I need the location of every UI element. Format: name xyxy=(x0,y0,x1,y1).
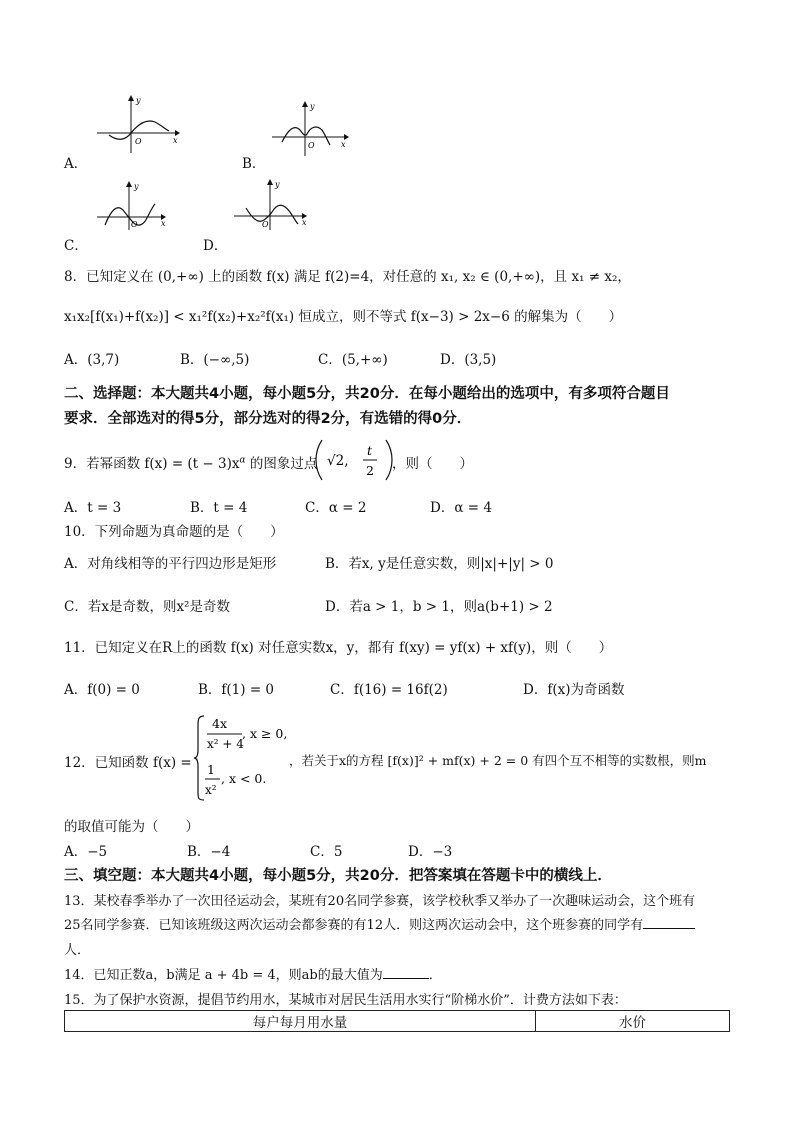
q14-answer-blank[interactable] xyxy=(383,966,429,979)
q11-option-d: D．f(x)为奇函数 xyxy=(523,682,625,698)
q7d-axis-x: x xyxy=(302,218,307,227)
q7-option-a-label: A． xyxy=(64,156,88,172)
q7c-axis-y: y xyxy=(134,182,139,191)
q12-case2-num: 1 xyxy=(207,762,215,777)
q11-option-c: C．f(16) = 16f(2) xyxy=(330,682,448,698)
q7c-origin: O xyxy=(131,220,138,229)
section2-header-line1: 二、选择题：本大题共4小题，每小题5分，共20分．在每小题给出的选项中，有多项符合题目 xyxy=(64,386,670,402)
q12-case1-cond: , x ≥ 0, xyxy=(242,726,288,741)
q9-frac-num: t xyxy=(367,443,373,458)
q7a-origin: O xyxy=(135,137,142,146)
q12-option-b: B．−4 xyxy=(187,844,231,860)
q9-option-c: C．α = 2 xyxy=(305,500,367,516)
q14-end: ． xyxy=(428,968,442,983)
q11-stem: 11．已知定义在R上的函数 f(x) 对任意实数x，y，都有 f(xy) = yf(x) + xf(y)，则（ ） xyxy=(64,640,613,656)
q14-text: 14．已知正数a，b满足 a + 4b = 4，则ab的最大值为 xyxy=(64,968,383,983)
q12-option-a: A．−5 xyxy=(64,844,108,860)
q7c-axis-x: x xyxy=(161,219,166,228)
q12-option-c: C．5 xyxy=(310,844,343,860)
q15-header-usage: 每户每月用水量 xyxy=(65,1011,536,1032)
q7-option-d-label: D． xyxy=(203,238,228,254)
table-row xyxy=(65,1011,730,1032)
q10-option-a: A．对角线相等的平行四边形是矩形 xyxy=(64,556,277,572)
q7-option-c-label: C． xyxy=(64,238,88,254)
q15-stem: 15．为了保护水资源，提倡节约用水，某城市对居民生活用水实行“阶梯水价”．计费方法如下表： xyxy=(64,993,627,1008)
q9-point-left: √2, xyxy=(327,453,349,469)
q7-option-b-label: B． xyxy=(242,156,266,172)
q7b-origin: O xyxy=(308,141,315,150)
q7b-axis-x: x xyxy=(341,140,346,149)
q9-exponent: α xyxy=(239,455,246,466)
q8-stem-line2: x₁x₂[f(x₁)+f(x₂)] < x₁²f(x₂)+x₂²f(x₁) 恒成立，则不等式 f(x−3) > 2x−6 的解集为（ ） xyxy=(64,309,623,325)
q13-line1: 13．某校春季举办了一次田径运动会，某班有20名同学参赛，该学校秋季又举办了一次趣味运动会，这个班有 xyxy=(64,894,696,909)
q7-graph-d xyxy=(232,178,310,232)
q12-stem-post: ，若关于x的方程 [f(x)]² + mf(x) + 2 = 0 有四个互不相等的实数根，则m xyxy=(289,753,707,768)
q13-answer-blank[interactable] xyxy=(643,916,695,929)
q9-option-d: D．α = 4 xyxy=(430,500,492,516)
section3-header: 三、填空题：本大题共4小题，每小题5分，共20分．把答案填在答题卡中的横线上． xyxy=(64,868,612,884)
q8-stem-line1: 8．已知定义在 (0,+∞) 上的函数 f(x) 满足 f(2)=4，对任意的 x₁, x₂ ∈ (0,+∞)，且 x₁ ≠ x₂， xyxy=(64,269,631,285)
q10-option-c: C．若x是奇数，则x²是奇数 xyxy=(64,599,230,615)
q7-graph-c xyxy=(95,180,170,232)
q7a-axis-y: y xyxy=(136,96,141,105)
q9-option-a: A．t = 3 xyxy=(64,500,122,516)
q9-option-b: B．t = 4 xyxy=(190,500,248,516)
q12-stem-line2: 的取值可能为（ ） xyxy=(64,819,199,835)
q11-option-b: B．f(1) = 0 xyxy=(198,682,275,698)
q9-frac-den: 2 xyxy=(366,463,374,478)
q7d-origin: O xyxy=(262,220,269,229)
q15-water-price-table xyxy=(64,1010,730,1032)
q11-option-a: A．f(0) = 0 xyxy=(64,682,140,698)
q8-option-a: A．(3,7) xyxy=(64,352,120,368)
q13-line2 xyxy=(64,914,695,933)
q7d-axis-y: y xyxy=(275,180,280,189)
q12-case2-den: x² xyxy=(205,783,217,797)
q15-header-price: 水价 xyxy=(536,1011,730,1032)
q7-graph-a xyxy=(95,95,180,155)
q9-point xyxy=(315,438,393,482)
q9-stem xyxy=(64,452,317,472)
q12-piecewise xyxy=(194,712,290,804)
q9-text-post: ，则（ ） xyxy=(392,456,473,472)
q8-option-c: C．(5,+∞) xyxy=(318,352,388,368)
q8-option-d: D．(3,5) xyxy=(440,352,497,368)
q7b-axis-y: y xyxy=(310,102,315,111)
q7-graph-b xyxy=(270,100,350,158)
q13-line3: 人． xyxy=(64,943,91,958)
q14-stem xyxy=(64,964,442,983)
q10-option-d: D．若a > 1，b > 1，则a(b+1) > 2 xyxy=(325,599,553,615)
q12-case1-num: 4x xyxy=(212,716,228,731)
q9-text-mid: 的图象过点 xyxy=(245,456,318,472)
q12-option-d: D．−3 xyxy=(408,844,453,860)
q7a-axis-x: x xyxy=(173,136,178,145)
q9-text-pre: 9．若幂函数 f(x) = (t − 3)x xyxy=(64,456,240,472)
q10-stem: 10．下列命题为真命题的是（ ） xyxy=(64,524,284,540)
q10-option-b: B．若x, y是任意实数，则|x|+|y| > 0 xyxy=(325,556,554,572)
q12-case1-den: x² + 4 xyxy=(207,737,244,751)
q12-stem-pre: 12．已知函数 f(x) = xyxy=(64,755,192,771)
section2-header-line2: 要求．全部选对的得5分，部分选对的得2分，有选错的得0分． xyxy=(64,411,472,427)
q8-option-b: B．(−∞,5) xyxy=(180,352,250,368)
q13-line2-text: 25名同学参赛．已知该班级这两次运动会都参赛的有12人．则这两次运动会中，这个班参赛的同学有 xyxy=(64,918,644,933)
q12-case2-cond: , x < 0. xyxy=(221,771,267,786)
